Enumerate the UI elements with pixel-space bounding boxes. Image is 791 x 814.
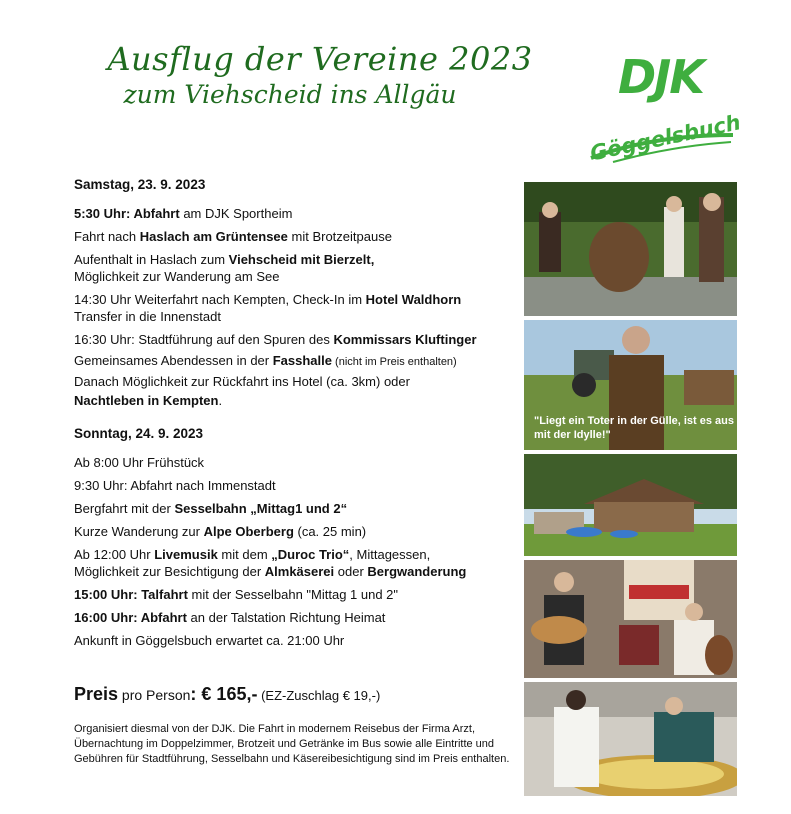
day2-heading: Sonntag, 24. 9. 2023	[74, 426, 204, 441]
day2-line-9: Ankunft in Göggelsbuch erwartet ca. 21:00 Uhr	[74, 633, 345, 648]
price-amount: : € 165,-	[190, 684, 258, 704]
day2-line-7: 15:00 Uhr: Talfahrt mit der Sesselbahn "Mittag 1 und 2"	[74, 587, 399, 602]
day1-line-8: Nachtleben in Kempten.	[74, 393, 223, 408]
price-surcharge: (EZ-Zuschlag € 19,-)	[257, 688, 381, 703]
title-line-2: zum Viehscheid ins Allgäu	[123, 80, 457, 109]
day1-line-2: Fahrt nach Haslach am Grüntensee mit Brotzeitpause	[74, 229, 392, 244]
title-line-1: Ausflug der Vereine 2023	[107, 40, 533, 78]
day2-line-3: Bergfahrt mit der Sesselbahn „Mittag1 und 2“	[74, 501, 348, 516]
program-text	[74, 176, 514, 649]
day2-line-1: Ab 8:00 Uhr Frühstück	[74, 455, 205, 470]
day1-line-5: 16:30 Uhr: Stadtführung auf den Spuren des Kommissars Kluftinger	[74, 332, 477, 347]
day2-line-6: Möglichkeit zur Besichtigung der Almkäserei oder Bergwanderung	[74, 564, 467, 579]
photo-kaeserei	[524, 682, 737, 796]
price-line	[74, 684, 380, 705]
photo-duroc-trio	[524, 560, 737, 678]
price-label: Preis	[74, 684, 119, 704]
day1-line-3: Aufenthalt in Haslach zum Viehscheid mit Bierzelt,	[74, 252, 375, 267]
day1-line-4b: Transfer in die Innenstadt	[74, 309, 221, 324]
day1-heading: Samstag, 23. 9. 2023	[74, 177, 206, 192]
day1-line-6: Gemeinsames Abendessen in der Fasshalle (nicht im Preis enthalten)	[74, 353, 457, 368]
day2-line-4: Kurze Wanderung zur Alpe Oberberg (ca. 25 min)	[74, 524, 367, 539]
day2-line-5: Ab 12:00 Uhr Livemusik mit dem „Duroc Trio“, Mittagessen,	[74, 547, 431, 562]
photo-viehscheid	[524, 182, 737, 316]
logo-goggelsbuch-text: Göggelsbuch	[588, 110, 743, 166]
photo-kluftinger	[524, 320, 737, 450]
photo-caption: "Liegt ein Toter in der Gülle, ist es aus mit der Idylle!"	[534, 415, 734, 441]
day1-line-4: 14:30 Uhr Weiterfahrt nach Kempten, Check-In im Hotel Waldhorn	[74, 292, 462, 307]
photo-alpe-oberberg	[524, 454, 737, 556]
day2-line-2: 9:30 Uhr: Abfahrt nach Immenstadt	[74, 478, 276, 493]
day1-line-1: 5:30 Uhr: Abfahrt am DJK Sportheim	[74, 206, 293, 221]
djk-logo	[583, 50, 743, 170]
footer-note: Organisiert diesmal von der DJK. Die Fahrt in modernem Reisebus der Firma Arzt, Übernachtung im Doppelzimmer, Brotzeit und Getränke im Bus sowie alle Eintritte und Gebühren für Stadtführung, Sesselbahn und Käsereibesichtigung sind im Preis enthalten.	[74, 723, 510, 765]
day1-line-3b: Möglichkeit zur Wanderung am See	[74, 269, 280, 284]
day1-line-7: Danach Möglichkeit zur Rückfahrt ins Hotel (ca. 3km) oder	[74, 374, 410, 389]
logo-djk-text: DJK	[618, 50, 703, 104]
price-per: pro Person	[118, 687, 191, 703]
day2-line-8: 16:00 Uhr: Abfahrt an der Talstation Richtung Heimat	[74, 610, 386, 625]
